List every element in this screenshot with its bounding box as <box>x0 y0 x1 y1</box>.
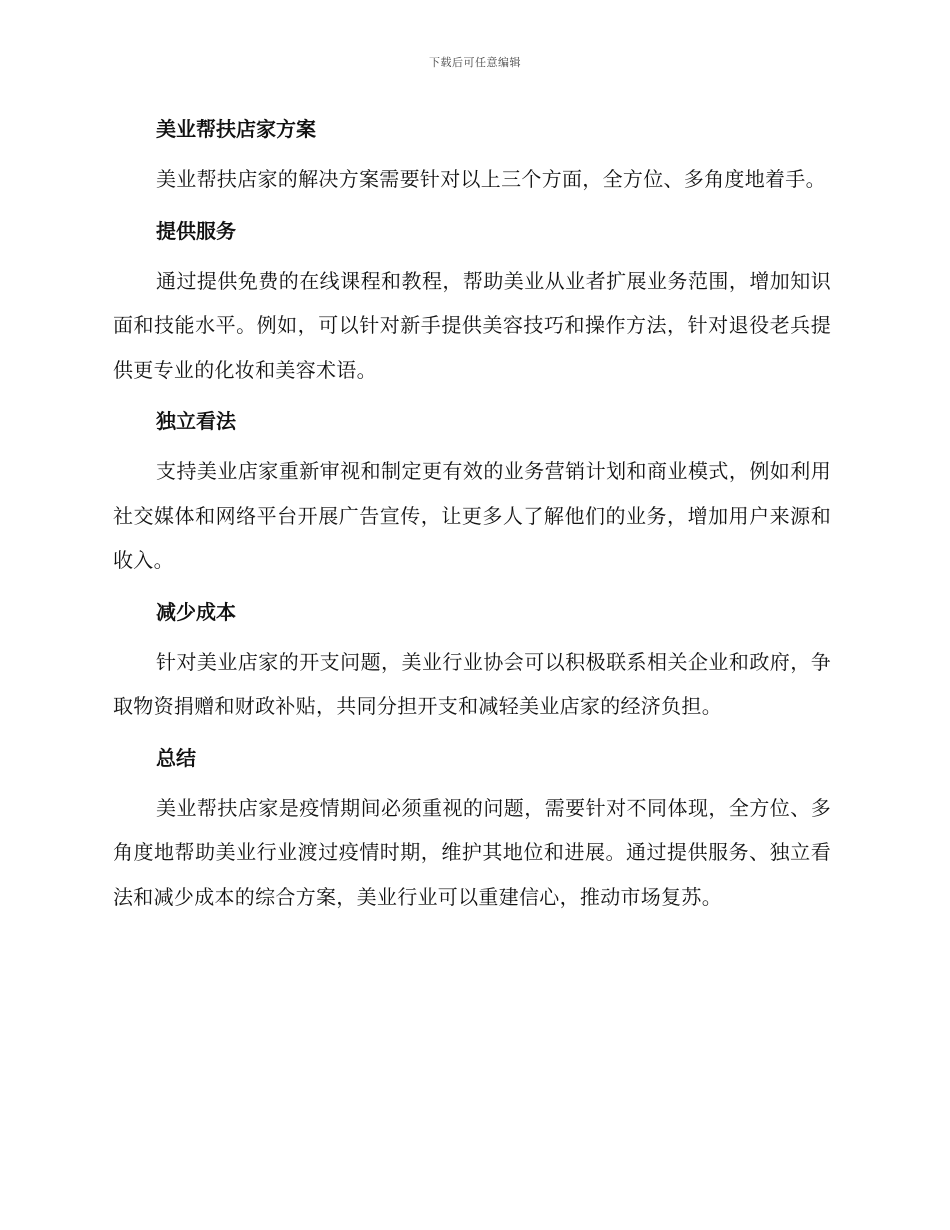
section-summary <box>113 741 831 920</box>
section-paragraph: 针对美业店家的开支问题，美业行业协会可以积极联系相关企业和政府，争取物资捐赠和财政补贴，共同分担开支和减轻美业店家的经济负担。 <box>113 649 831 718</box>
page-header-note: 下载后可任意编辑 <box>429 56 521 69</box>
section-heading: 总结 <box>156 745 196 770</box>
section-paragraph: 支持美业店家重新审视和制定更有效的业务营销计划和商业模式，例如利用社交媒体和网络平台开展广告宣传，让更多人了解他们的业务，增加用户来源和收入。 <box>113 459 831 572</box>
section-heading: 提供服务 <box>156 218 236 243</box>
section-paragraph: 通过提供免费的在线课程和教程，帮助美业从业者扩展业务范围，增加知识面和技能水平。例如，可以针对新手提供美容技巧和操作方法，针对退役老兵提供更专业的化妆和美容术语。 <box>113 268 831 382</box>
section-reduce-cost <box>113 595 831 729</box>
section-heading: 美业帮扶店家方案 <box>156 117 316 141</box>
document-body <box>113 112 831 931</box>
section-paragraph: 美业帮扶店家的解决方案需要针对以上三个方面，全方位、多角度地着手。 <box>156 167 826 191</box>
section-heading: 减少成本 <box>156 599 236 624</box>
section-independent-view <box>113 404 831 583</box>
section-plan <box>113 112 831 202</box>
section-paragraph: 美业帮扶店家是疫情期间必须重视的问题，需要针对不同体现，全方位、多角度地帮助美业行业渡过疫情时期，维护其地位和进展。通过提供服务、独立看法和减少成本的综合方案，美业行业可以重建信心，推动市场复苏。 <box>113 795 831 909</box>
section-provide-services <box>113 214 831 393</box>
section-heading: 独立看法 <box>156 409 236 433</box>
